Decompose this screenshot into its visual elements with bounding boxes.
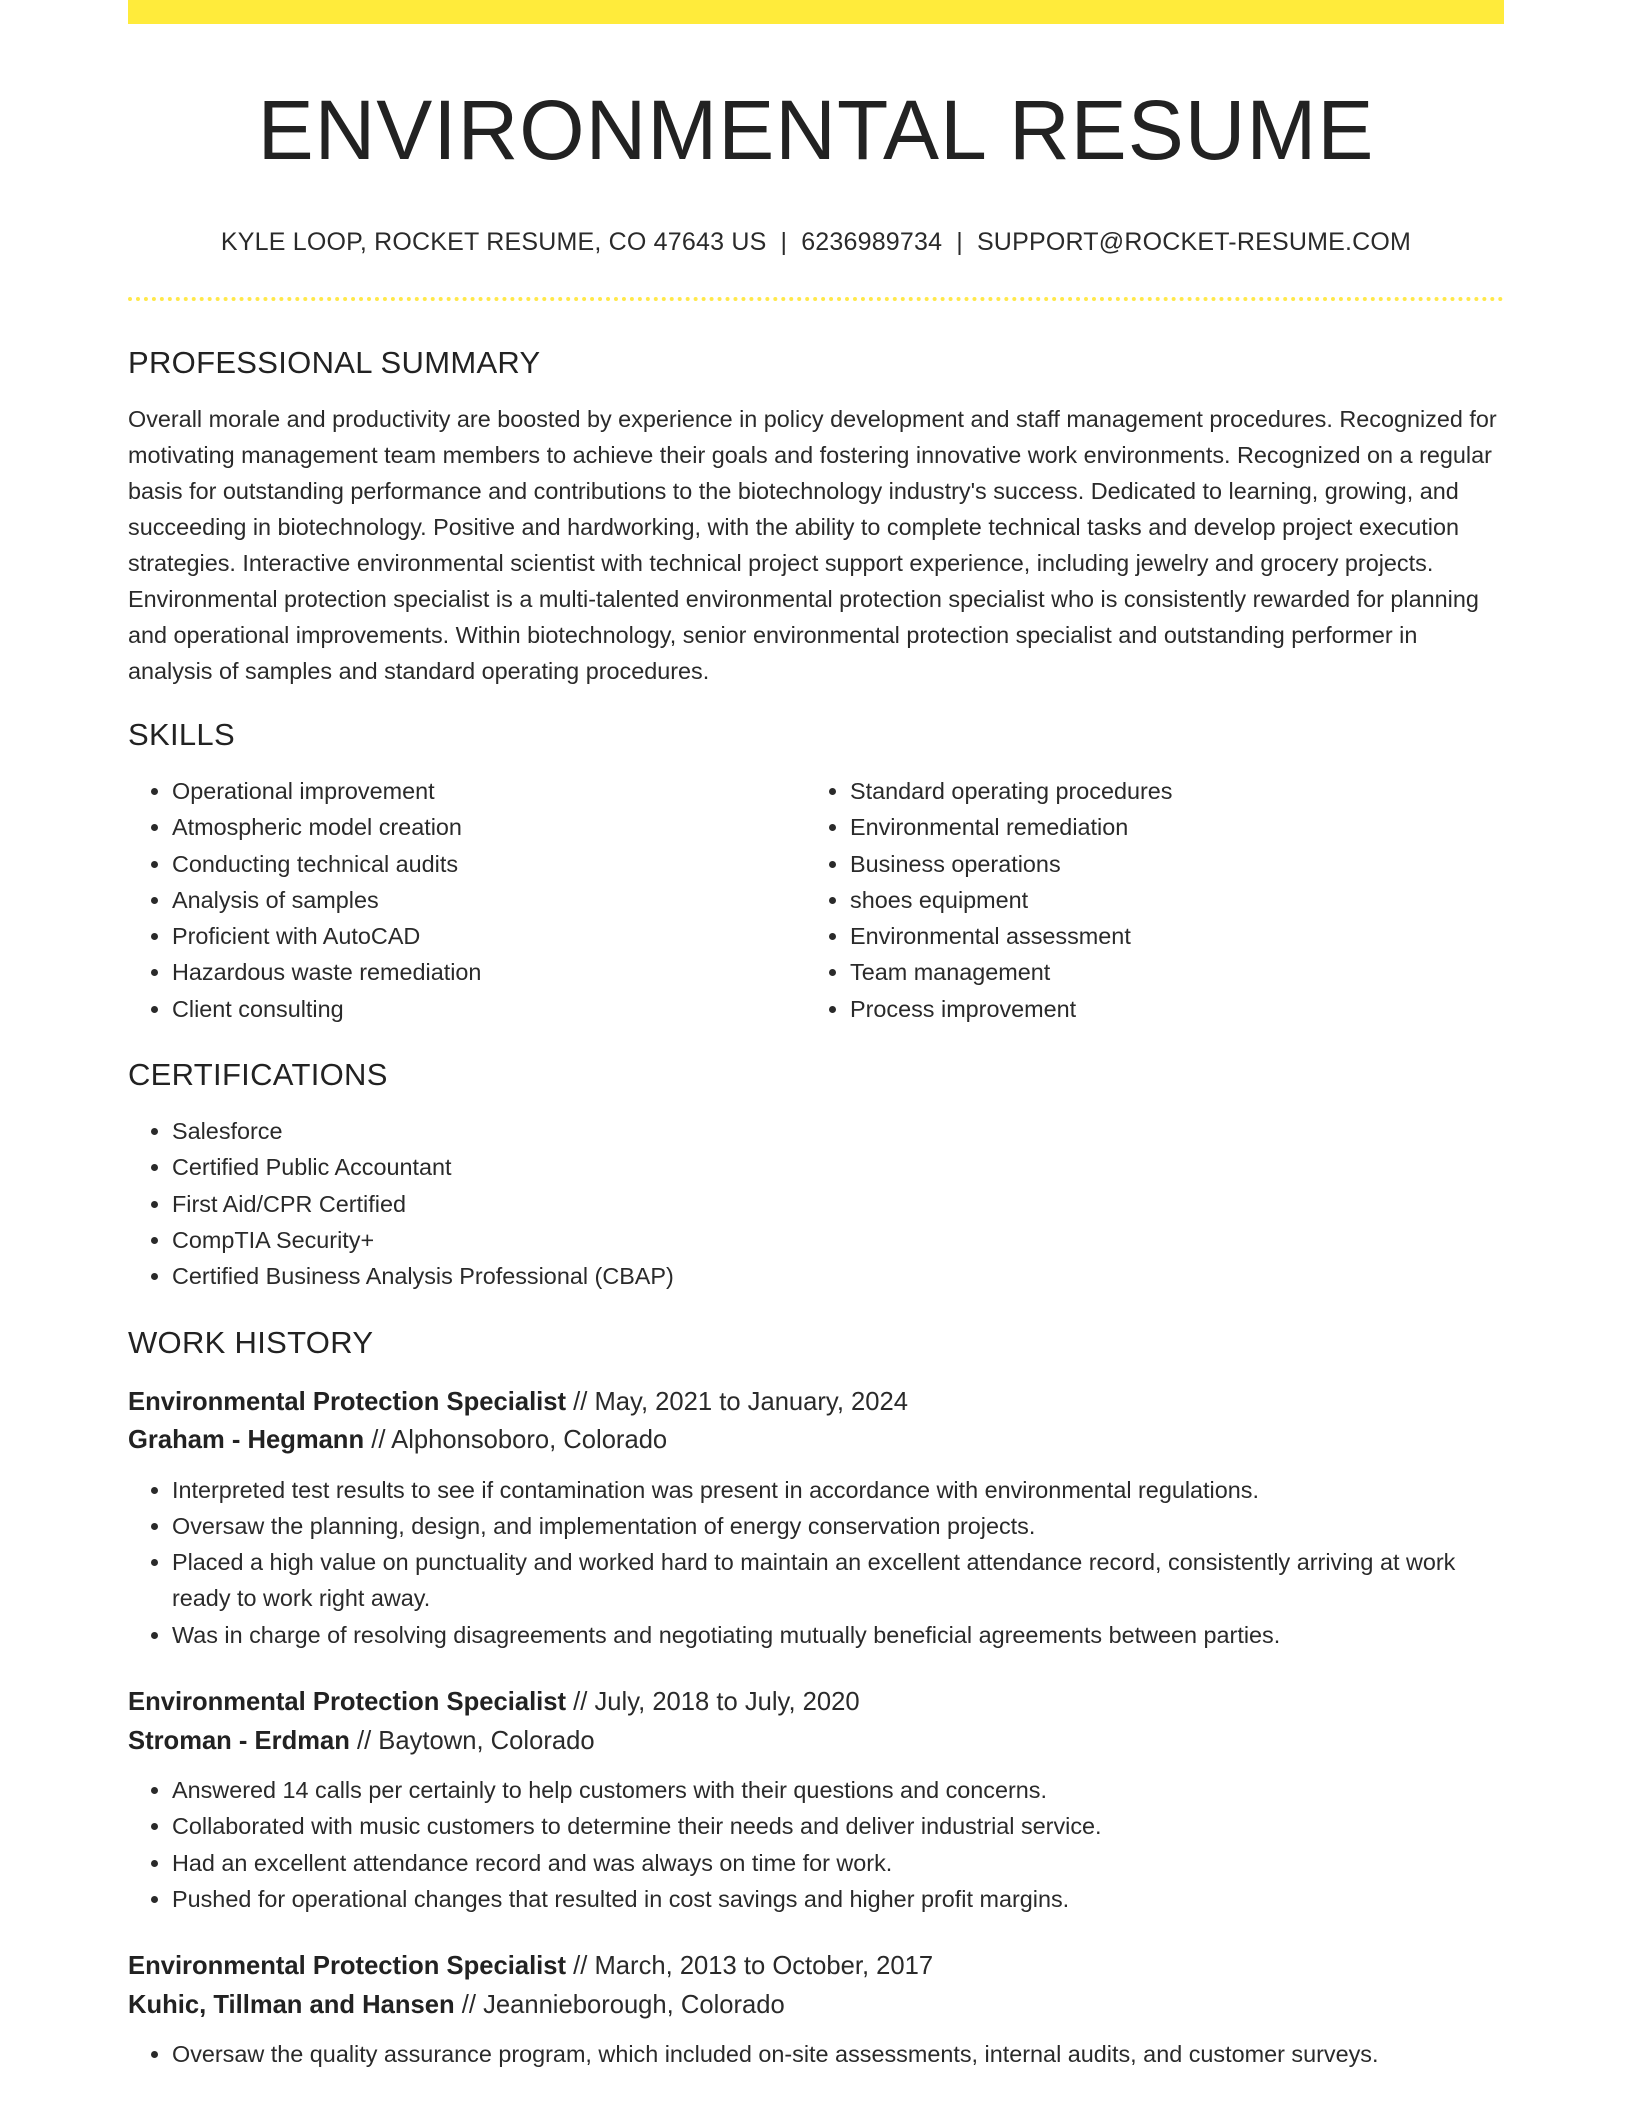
skill-item: • Operational improvement (172, 773, 806, 809)
job-company-line (128, 1986, 1504, 2025)
certification-item: • Certified Business Analysis Professional (CBAP) (172, 1258, 1504, 1294)
certifications-heading: CERTIFICATIONS (128, 1057, 388, 1093)
skill-item: • Proficient with AutoCAD (172, 918, 806, 954)
job-bullet: • Interpreted test results to see if contamination was present in accordance with environmental regulations. (172, 1472, 1504, 1508)
contact-name-address: KYLE LOOP, ROCKET RESUME, CO 47643 US (220, 228, 767, 256)
job-title: Environmental Protection Specialist (128, 1688, 567, 1717)
job-bullets (128, 2036, 1504, 2072)
work-history-heading: WORK HISTORY (128, 1324, 374, 1360)
job-bullet: • Placed a high value on punctuality and worked hard to maintain an excellent attendance record, consistently arriving at work ready to work right away. (172, 1544, 1504, 1617)
job-dates: // May, 2021 to January, 2024 (566, 1387, 908, 1416)
skill-item: • Team management (850, 954, 1484, 990)
job-title-line (128, 1947, 1504, 1986)
skill-item: • Hazardous waste remediation (172, 954, 806, 990)
job-entry (128, 1947, 1504, 2072)
job-title-line (128, 1383, 1504, 1422)
contact-email: SUPPORT@ROCKET-RESUME.COM (976, 228, 1412, 256)
job-dates: // March, 2013 to October, 2017 (566, 1952, 934, 1981)
job-company: Kuhic, Tillman and Hansen (128, 1990, 455, 2019)
skill-item: • Conducting technical audits (172, 846, 806, 882)
job-company-line (128, 1421, 1504, 1460)
dotted-divider (128, 297, 1504, 301)
skills-list-right (806, 773, 1484, 1027)
job-company: Graham - Hegmann (128, 1426, 365, 1455)
job-company: Stroman - Erdman (128, 1726, 350, 1755)
job-bullet: • Answered 14 calls per certainly to help customers with their questions and concerns. (172, 1772, 1504, 1808)
contact-phone: 6236989734 (801, 228, 943, 256)
job-bullet: • Pushed for operational changes that resulted in cost savings and higher profit margins. (172, 1881, 1504, 1917)
certifications-list (128, 1113, 1504, 1294)
certification-item: • Certified Public Accountant (172, 1149, 1504, 1185)
certification-item: • Salesforce (172, 1113, 1504, 1149)
skill-item: • Environmental remediation (850, 809, 1484, 845)
job-title: Environmental Protection Specialist (128, 1952, 567, 1981)
summary-text: Overall morale and productivity are boosted by experience in policy development and staff management procedures. Recognized for motivating management team members to achieve their goals and fostering innovative work environments. Recognized on a regular basis for outstanding performance and contributions to the biotechnology industry's success. Dedicated to learning, growing, and succeeding in biotechnology. Positive and hardworking, with the ability to complete technical tasks and develop project execution strategies. Interactive environmental scientist with technical project support experience, including jewelry and grocery projects. Environmental protection specialist is a multi-talented environmental protection specialist who is consistently rewarded for planning and operational improvements. Within biotechnology, senior environmental protection specialist and outstanding performer in analysis of samples and standard operating procedures. (128, 406, 1497, 684)
skill-item: • Environmental assessment (850, 918, 1484, 954)
skill-item: • Standard operating procedures (850, 773, 1484, 809)
summary-heading: PROFESSIONAL SUMMARY (128, 345, 541, 380)
skills-grid (128, 773, 1504, 1027)
job-title-line (128, 1683, 1504, 1722)
skill-item: • Process improvement (850, 991, 1484, 1027)
contact-separator: | (780, 228, 788, 256)
job-bullet: • Was in charge of resolving disagreements and negotiating mutually beneficial agreements between parties. (172, 1617, 1504, 1653)
job-company-line (128, 1722, 1504, 1761)
job-dates: // July, 2018 to July, 2020 (566, 1688, 860, 1717)
contact-line (128, 226, 1504, 258)
job-bullets (128, 1472, 1504, 1653)
job-location: // Alphonsoboro, Colorado (364, 1426, 668, 1455)
job-bullets (128, 1772, 1504, 1917)
job-entry (128, 1683, 1504, 1917)
job-location: // Jeannieborough, Colorado (454, 1990, 785, 2019)
job-location: // Baytown, Colorado (349, 1726, 595, 1755)
certification-item: • CompTIA Security+ (172, 1222, 1504, 1258)
resume-title: ENVIRONMENTAL RESUME (257, 83, 1375, 177)
skill-item: • Business operations (850, 846, 1484, 882)
skill-item: • Analysis of samples (172, 882, 806, 918)
contact-separator: | (956, 228, 963, 256)
resume-page (128, 0, 1504, 2073)
job-bullet: • Oversaw the planning, design, and implementation of energy conservation projects. (172, 1508, 1504, 1544)
accent-top-bar (128, 0, 1504, 24)
job-bullet: • Had an excellent attendance record and was always on time for work. (172, 1845, 1504, 1881)
certification-item: • First Aid/CPR Certified (172, 1186, 1504, 1222)
skill-item: • Client consulting (172, 991, 806, 1027)
skill-item: • Atmospheric model creation (172, 809, 806, 845)
skills-heading: SKILLS (128, 717, 235, 752)
job-entry (128, 1383, 1504, 1653)
job-bullet: • Oversaw the quality assurance program, which included on-site assessments, internal audits, and customer surveys. (172, 2036, 1504, 2072)
job-bullet: • Collaborated with music customers to determine their needs and deliver industrial service. (172, 1808, 1504, 1844)
skill-item: • shoes equipment (850, 882, 1484, 918)
skills-list-left (128, 773, 806, 1027)
job-title: Environmental Protection Specialist (128, 1387, 567, 1416)
